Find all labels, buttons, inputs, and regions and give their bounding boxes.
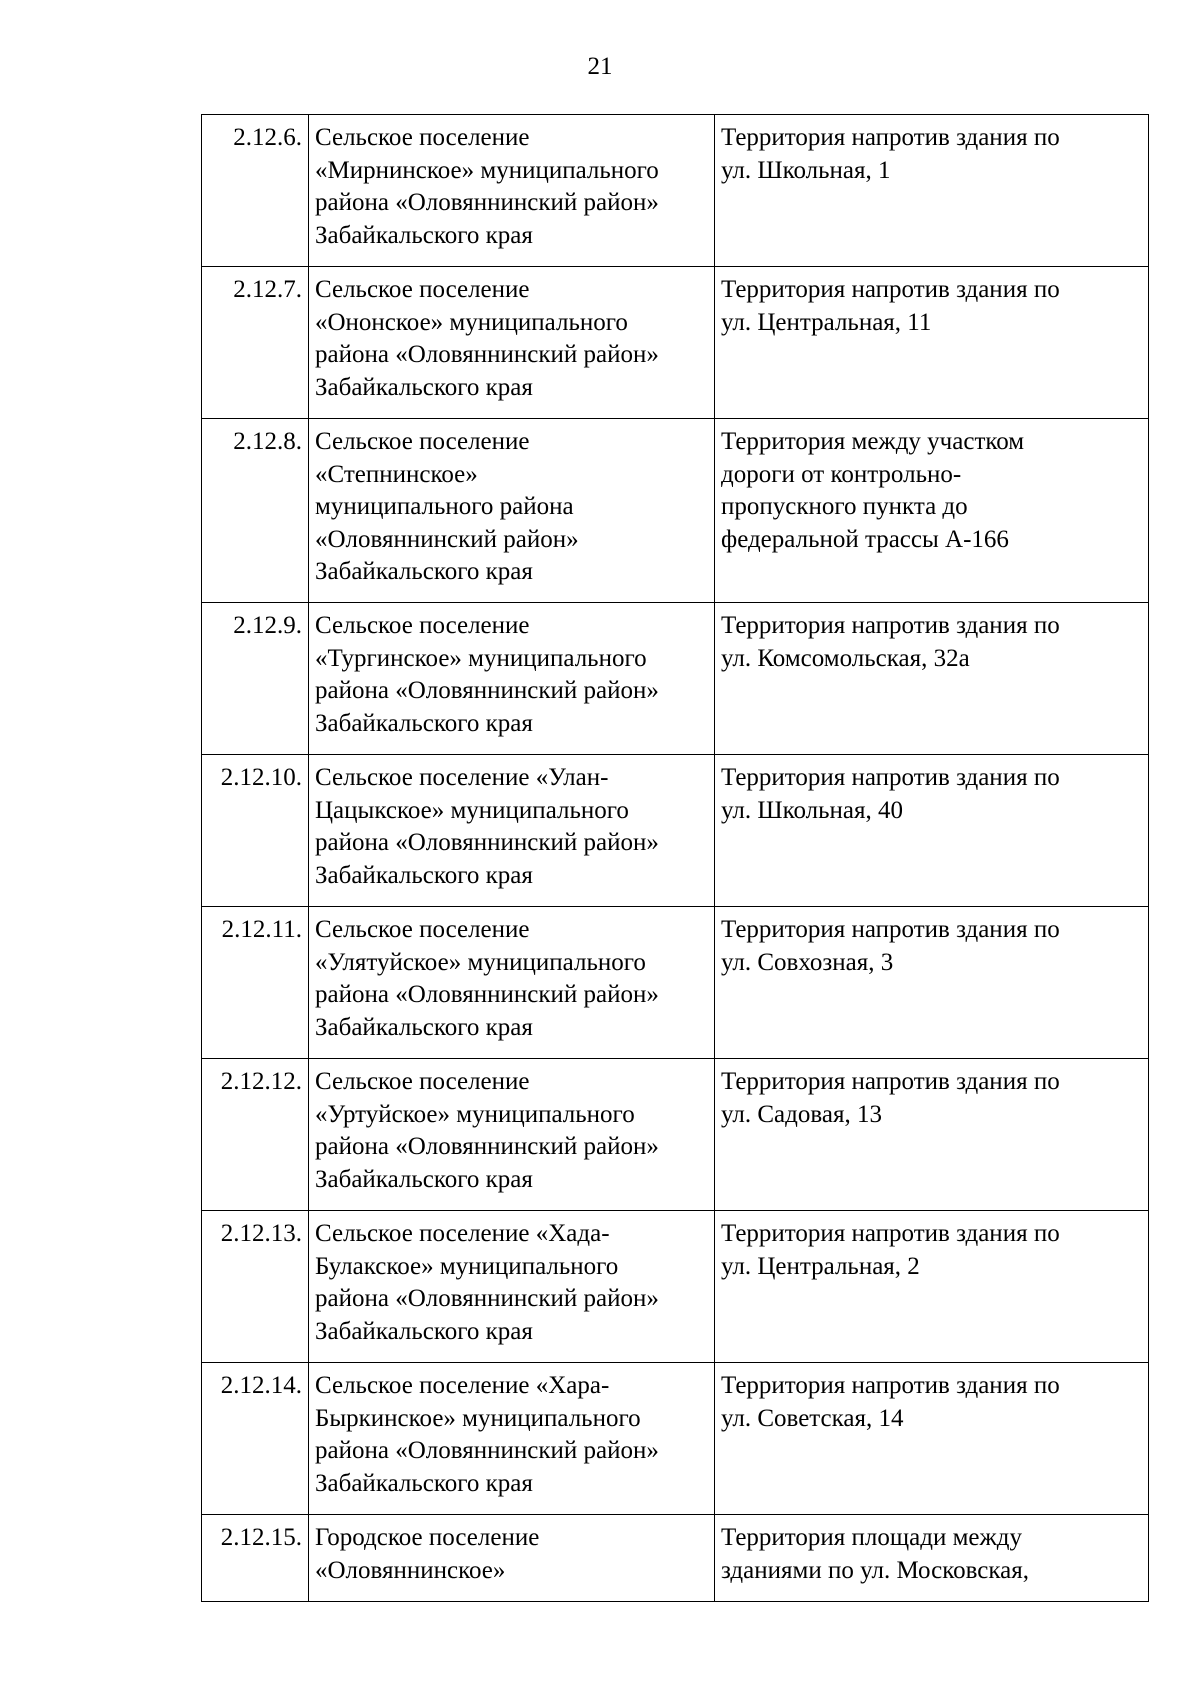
territory-location-line: ул. Центральная, 2 <box>721 1252 920 1280</box>
settlement-name <box>309 907 715 1059</box>
territory-location-line: Территория напротив здания по <box>721 764 1060 791</box>
territory-location-line: ул. Садовая, 13 <box>721 1100 882 1128</box>
settlement-name <box>309 267 715 419</box>
settlement-name-line: района «Оловяннинский район» <box>315 189 659 216</box>
settlement-name-line: Городское поселение <box>315 1524 540 1551</box>
item-number: 2.12.10. <box>202 755 309 907</box>
settlement-name-line: Сельское поселение <box>315 124 530 151</box>
settlement-name <box>309 419 715 603</box>
territory-location-line: Территория напротив здания по <box>721 1220 1060 1247</box>
item-number: 2.12.9. <box>202 603 309 755</box>
settlement-name-line: района «Оловяннинский район» <box>315 1437 659 1464</box>
item-number: 2.12.11. <box>202 907 309 1059</box>
settlement-name <box>309 115 715 267</box>
territory-location-line: Территория между участком <box>721 428 1025 455</box>
territory-location-line: ул. Школьная, 40 <box>721 796 903 824</box>
item-number: 2.12.15. <box>202 1515 309 1602</box>
settlement-name-line: «Оловяннинский район» <box>315 525 579 553</box>
settlement-name-line: Булакское» муниципального <box>315 1252 619 1280</box>
territory-location-line: пропускного пункта до <box>721 493 968 520</box>
table-row <box>202 755 1149 907</box>
table-row <box>202 907 1149 1059</box>
table-row <box>202 1059 1149 1211</box>
settlement-name-line: района «Оловяннинский район» <box>315 677 659 704</box>
settlement-name <box>309 603 715 755</box>
settlement-name-line: района «Оловяннинский район» <box>315 829 659 856</box>
settlement-name-line: Сельское поселение «Хара- <box>315 1372 610 1399</box>
table-row <box>202 603 1149 755</box>
item-number: 2.12.13. <box>202 1211 309 1363</box>
territory-location <box>715 907 1149 1059</box>
table-row <box>202 115 1149 267</box>
settlement-name-line: Забайкальского края <box>315 1469 533 1497</box>
territory-location-line: Территория напротив здания по <box>721 124 1060 151</box>
territory-location <box>715 419 1149 603</box>
territory-location-line: ул. Совхозная, 3 <box>721 948 894 976</box>
settlement-name-line: Забайкальского края <box>315 373 533 401</box>
settlement-name-line: муниципального района <box>315 493 574 520</box>
territory-location <box>715 1515 1149 1602</box>
territory-location <box>715 755 1149 907</box>
territory-location-line: Территория напротив здания по <box>721 1068 1060 1095</box>
settlement-name-line: Сельское поселение <box>315 612 530 639</box>
settlement-name-line: «Мирнинское» муниципального <box>315 156 659 184</box>
item-number: 2.12.8. <box>202 419 309 603</box>
territory-location-line: зданиями по ул. Московская, <box>721 1556 1030 1584</box>
settlement-name-line: Сельское поселение <box>315 276 530 303</box>
settlement-name-line: района «Оловяннинский район» <box>315 341 659 368</box>
item-number: 2.12.12. <box>202 1059 309 1211</box>
settlement-name-line: Цацыкское» муниципального <box>315 796 629 824</box>
settlement-name <box>309 1515 715 1602</box>
settlement-name-line: Сельское поселение <box>315 916 530 943</box>
settlement-name-line: Забайкальского края <box>315 221 533 249</box>
territory-location <box>715 1059 1149 1211</box>
settlements-table <box>201 114 1149 1602</box>
settlement-name-line: Сельское поселение <box>315 1068 530 1095</box>
settlement-name <box>309 1363 715 1515</box>
settlement-name-line: Забайкальского края <box>315 1165 533 1193</box>
settlement-name-line: Сельское поселение «Хада- <box>315 1220 610 1247</box>
table-row <box>202 267 1149 419</box>
settlement-name-line: района «Оловяннинский район» <box>315 1133 659 1160</box>
settlement-name-line: Забайкальского края <box>315 1013 533 1041</box>
territory-location-line: ул. Комсомольская, 32а <box>721 644 970 672</box>
settlement-name-line: «Тургинское» муниципального <box>315 644 647 672</box>
territory-location <box>715 267 1149 419</box>
settlement-name-line: «Оловяннинское» <box>315 1556 506 1584</box>
settlement-name-line: «Уртуйское» муниципального <box>315 1100 635 1128</box>
settlement-name-line: Забайкальского края <box>315 1317 533 1345</box>
settlement-name-line: Забайкальского края <box>315 861 533 889</box>
territory-location-line: Территория напротив здания по <box>721 612 1060 639</box>
table-row <box>202 1211 1149 1363</box>
settlement-name-line: Забайкальского края <box>315 709 533 737</box>
settlement-name <box>309 1059 715 1211</box>
settlement-name-line: Сельское поселение <box>315 428 530 455</box>
settlement-name-line: района «Оловяннинский район» <box>315 1285 659 1312</box>
settlement-name-line: Сельское поселение «Улан- <box>315 764 609 791</box>
page-number: 21 <box>587 53 613 80</box>
settlement-name-line: «Ононское» муниципального <box>315 308 628 336</box>
territory-location <box>715 115 1149 267</box>
settlement-name-line: Быркинское» муниципального <box>315 1404 641 1432</box>
settlement-name-line: Забайкальского края <box>315 558 533 585</box>
settlement-name <box>309 1211 715 1363</box>
territory-location-line: федеральной трассы А-166 <box>721 525 1009 553</box>
settlement-name-line: района «Оловяннинский район» <box>315 981 659 1008</box>
settlement-name <box>309 755 715 907</box>
table-row <box>202 1515 1149 1602</box>
territory-location-line: Территория площади между <box>721 1524 1022 1551</box>
territory-location-line: ул. Центральная, 11 <box>721 308 932 336</box>
territory-location <box>715 603 1149 755</box>
table-row <box>202 419 1149 603</box>
territory-location-line: Территория напротив здания по <box>721 276 1060 303</box>
item-number: 2.12.14. <box>202 1363 309 1515</box>
territory-location <box>715 1363 1149 1515</box>
territory-location-line: Территория напротив здания по <box>721 916 1060 943</box>
territory-location-line: дороги от контрольно- <box>721 460 962 488</box>
settlement-name-line: «Улятуйское» муниципального <box>315 948 646 976</box>
territory-location-line: ул. Советская, 14 <box>721 1404 904 1432</box>
table-row <box>202 1363 1149 1515</box>
item-number: 2.12.6. <box>202 115 309 267</box>
item-number: 2.12.7. <box>202 267 309 419</box>
territory-location <box>715 1211 1149 1363</box>
settlement-name-line: «Степнинское» <box>315 460 478 488</box>
territory-location-line: ул. Школьная, 1 <box>721 156 891 184</box>
territory-location-line: Территория напротив здания по <box>721 1372 1060 1399</box>
